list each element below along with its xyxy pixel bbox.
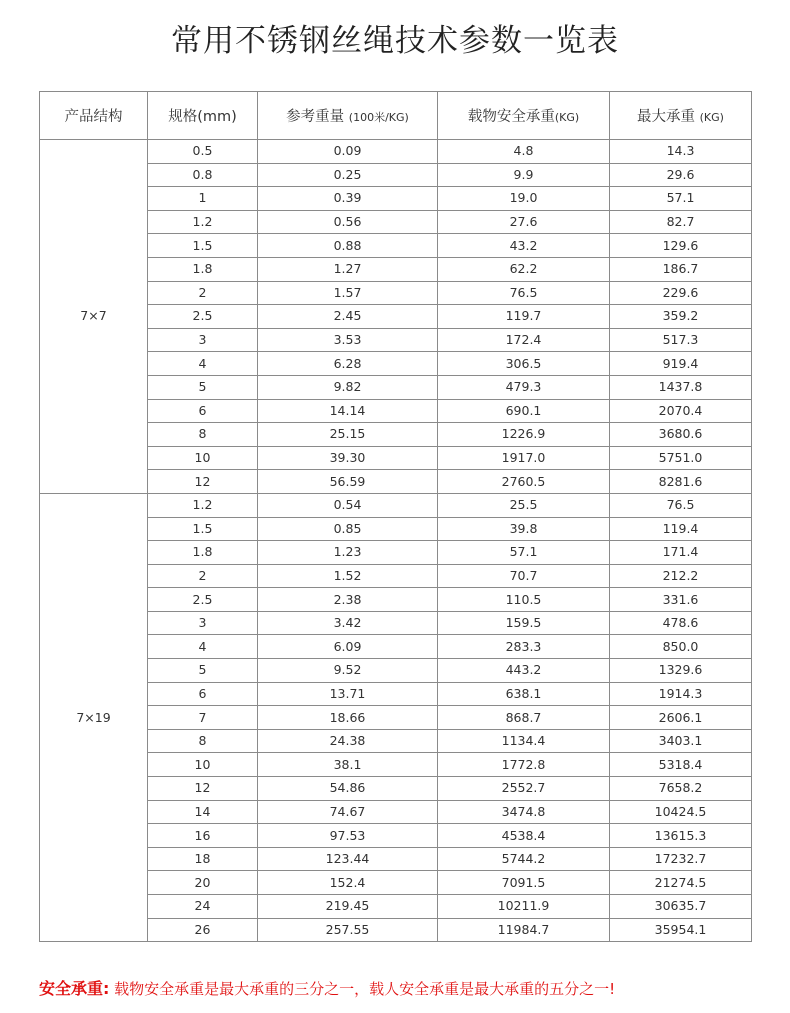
weight-cell: 1.27	[258, 257, 438, 281]
weight-cell: 0.56	[258, 210, 438, 234]
spec-cell: 1	[148, 187, 258, 211]
safe-load-cell: 25.5	[438, 493, 610, 517]
safe-load-cell: 1772.8	[438, 753, 610, 777]
safe-load-cell: 172.4	[438, 328, 610, 352]
spec-cell: 5	[148, 375, 258, 399]
max-load-cell: 171.4	[610, 541, 752, 565]
spec-cell: 12	[148, 470, 258, 494]
max-load-cell: 5318.4	[610, 753, 752, 777]
weight-cell: 3.53	[258, 328, 438, 352]
weight-cell: 2.38	[258, 588, 438, 612]
header-weight	[258, 92, 438, 140]
max-load-cell: 1329.6	[610, 659, 752, 683]
weight-cell: 0.39	[258, 187, 438, 211]
weight-cell: 13.71	[258, 682, 438, 706]
safe-load-cell: 119.7	[438, 305, 610, 329]
max-load-cell: 517.3	[610, 328, 752, 352]
safe-load-cell: 159.5	[438, 611, 610, 635]
spec-cell: 10	[148, 446, 258, 470]
safe-load-cell: 10211.9	[438, 895, 610, 919]
weight-cell: 219.45	[258, 895, 438, 919]
weight-cell: 56.59	[258, 470, 438, 494]
spec-cell: 6	[148, 399, 258, 423]
safe-load-cell: 690.1	[438, 399, 610, 423]
spec-cell: 7	[148, 706, 258, 730]
safe-load-cell: 9.9	[438, 163, 610, 187]
safe-load-cell: 2552.7	[438, 777, 610, 801]
safe-load-cell: 1917.0	[438, 446, 610, 470]
weight-cell: 39.30	[258, 446, 438, 470]
structure-cell: 7×7	[40, 140, 148, 494]
spec-cell: 16	[148, 824, 258, 848]
spec-cell: 10	[148, 753, 258, 777]
safe-load-cell: 27.6	[438, 210, 610, 234]
spec-cell: 2.5	[148, 305, 258, 329]
spec-cell: 5	[148, 659, 258, 683]
spec-cell: 2.5	[148, 588, 258, 612]
safety-note-label: 安全承重:	[39, 979, 110, 998]
safe-load-cell: 4538.4	[438, 824, 610, 848]
spec-cell: 24	[148, 895, 258, 919]
table-header-row	[40, 92, 752, 140]
weight-cell: 1.57	[258, 281, 438, 305]
safe-load-cell: 479.3	[438, 375, 610, 399]
max-load-cell: 1914.3	[610, 682, 752, 706]
spec-cell: 1.8	[148, 257, 258, 281]
header-spec: 规格(mm)	[148, 92, 258, 140]
max-load-cell: 2070.4	[610, 399, 752, 423]
max-load-cell: 229.6	[610, 281, 752, 305]
weight-cell: 9.52	[258, 659, 438, 683]
safe-load-cell: 868.7	[438, 706, 610, 730]
header-max-load	[610, 92, 752, 140]
structure-cell: 7×19	[40, 493, 148, 941]
spec-cell: 1.5	[148, 517, 258, 541]
weight-cell: 257.55	[258, 918, 438, 942]
weight-cell: 0.85	[258, 517, 438, 541]
spec-cell: 26	[148, 918, 258, 942]
max-load-cell: 35954.1	[610, 918, 752, 942]
weight-cell: 1.23	[258, 541, 438, 565]
spec-cell: 18	[148, 847, 258, 871]
weight-cell: 24.38	[258, 729, 438, 753]
header-safe-load	[438, 92, 610, 140]
max-load-cell: 17232.7	[610, 847, 752, 871]
safe-load-cell: 306.5	[438, 352, 610, 376]
safe-load-cell: 5744.2	[438, 847, 610, 871]
header-structure: 产品结构	[40, 92, 148, 140]
max-load-cell: 331.6	[610, 588, 752, 612]
weight-cell: 97.53	[258, 824, 438, 848]
weight-cell: 123.44	[258, 847, 438, 871]
safe-load-cell: 11984.7	[438, 918, 610, 942]
page-title: 常用不锈钢丝绳技术参数一览表	[171, 23, 619, 59]
header-safe-load-label: 载物安全承重	[467, 109, 555, 125]
max-load-cell: 21274.5	[610, 871, 752, 895]
safe-load-cell: 4.8	[438, 140, 610, 164]
spec-cell: 2	[148, 281, 258, 305]
spec-cell: 3	[148, 611, 258, 635]
max-load-cell: 5751.0	[610, 446, 752, 470]
spec-cell: 6	[148, 682, 258, 706]
safe-load-cell: 43.2	[438, 234, 610, 258]
spec-cell: 0.5	[148, 140, 258, 164]
spec-cell: 4	[148, 635, 258, 659]
weight-cell: 1.52	[258, 564, 438, 588]
spec-cell: 14	[148, 800, 258, 824]
table-row	[40, 493, 752, 517]
spec-cell: 20	[148, 871, 258, 895]
max-load-cell: 186.7	[610, 257, 752, 281]
spec-cell: 1.2	[148, 493, 258, 517]
max-load-cell: 14.3	[610, 140, 752, 164]
table-body	[40, 140, 752, 942]
weight-cell: 6.09	[258, 635, 438, 659]
weight-cell: 74.67	[258, 800, 438, 824]
max-load-cell: 13615.3	[610, 824, 752, 848]
max-load-cell: 3680.6	[610, 423, 752, 447]
safe-load-cell: 1134.4	[438, 729, 610, 753]
weight-cell: 25.15	[258, 423, 438, 447]
weight-cell: 6.28	[258, 352, 438, 376]
weight-cell: 0.54	[258, 493, 438, 517]
safe-load-cell: 62.2	[438, 257, 610, 281]
safe-load-cell: 39.8	[438, 517, 610, 541]
header-max-load-label: 最大承重	[637, 109, 696, 125]
safe-load-cell: 3474.8	[438, 800, 610, 824]
weight-cell: 152.4	[258, 871, 438, 895]
weight-cell: 9.82	[258, 375, 438, 399]
weight-cell: 14.14	[258, 399, 438, 423]
max-load-cell: 478.6	[610, 611, 752, 635]
max-load-cell: 29.6	[610, 163, 752, 187]
max-load-cell: 76.5	[610, 493, 752, 517]
max-load-cell: 1437.8	[610, 375, 752, 399]
safe-load-cell: 19.0	[438, 187, 610, 211]
safe-load-cell: 70.7	[438, 564, 610, 588]
header-weight-unit: (100米/KG)	[348, 111, 409, 124]
safe-load-cell: 76.5	[438, 281, 610, 305]
weight-cell: 0.88	[258, 234, 438, 258]
safe-load-cell: 110.5	[438, 588, 610, 612]
max-load-cell: 359.2	[610, 305, 752, 329]
max-load-cell: 82.7	[610, 210, 752, 234]
spec-cell: 1.5	[148, 234, 258, 258]
weight-cell: 0.09	[258, 140, 438, 164]
safe-load-cell: 7091.5	[438, 871, 610, 895]
spec-cell: 8	[148, 729, 258, 753]
spec-cell: 8	[148, 423, 258, 447]
safe-load-cell: 443.2	[438, 659, 610, 683]
max-load-cell: 2606.1	[610, 706, 752, 730]
spec-cell: 3	[148, 328, 258, 352]
safe-load-cell: 283.3	[438, 635, 610, 659]
spec-cell: 4	[148, 352, 258, 376]
spec-cell: 2	[148, 564, 258, 588]
max-load-cell: 7658.2	[610, 777, 752, 801]
weight-cell: 38.1	[258, 753, 438, 777]
spec-cell: 0.8	[148, 163, 258, 187]
weight-cell: 18.66	[258, 706, 438, 730]
safe-load-cell: 57.1	[438, 541, 610, 565]
max-load-cell: 8281.6	[610, 470, 752, 494]
safe-load-cell: 1226.9	[438, 423, 610, 447]
header-max-load-unit: (KG)	[699, 111, 724, 124]
header-safe-load-unit: (KG)	[554, 111, 580, 124]
spec-cell: 1.8	[148, 541, 258, 565]
spec-table	[39, 91, 752, 942]
safety-note-text: 载物安全承重是最大承重的三分之一，载人安全承重是最大承重的五分之一!	[109, 980, 616, 998]
table-row	[40, 140, 752, 164]
header-weight-label: 参考重量	[286, 109, 345, 125]
safe-load-cell: 638.1	[438, 682, 610, 706]
max-load-cell: 919.4	[610, 352, 752, 376]
weight-cell: 0.25	[258, 163, 438, 187]
spec-cell: 1.2	[148, 210, 258, 234]
spec-cell: 12	[148, 777, 258, 801]
max-load-cell: 129.6	[610, 234, 752, 258]
weight-cell: 54.86	[258, 777, 438, 801]
max-load-cell: 850.0	[610, 635, 752, 659]
weight-cell: 3.42	[258, 611, 438, 635]
safe-load-cell: 2760.5	[438, 470, 610, 494]
weight-cell: 2.45	[258, 305, 438, 329]
max-load-cell: 119.4	[610, 517, 752, 541]
max-load-cell: 10424.5	[610, 800, 752, 824]
max-load-cell: 30635.7	[610, 895, 752, 919]
safety-note	[39, 976, 779, 999]
max-load-cell: 212.2	[610, 564, 752, 588]
max-load-cell: 57.1	[610, 187, 752, 211]
max-load-cell: 3403.1	[610, 729, 752, 753]
